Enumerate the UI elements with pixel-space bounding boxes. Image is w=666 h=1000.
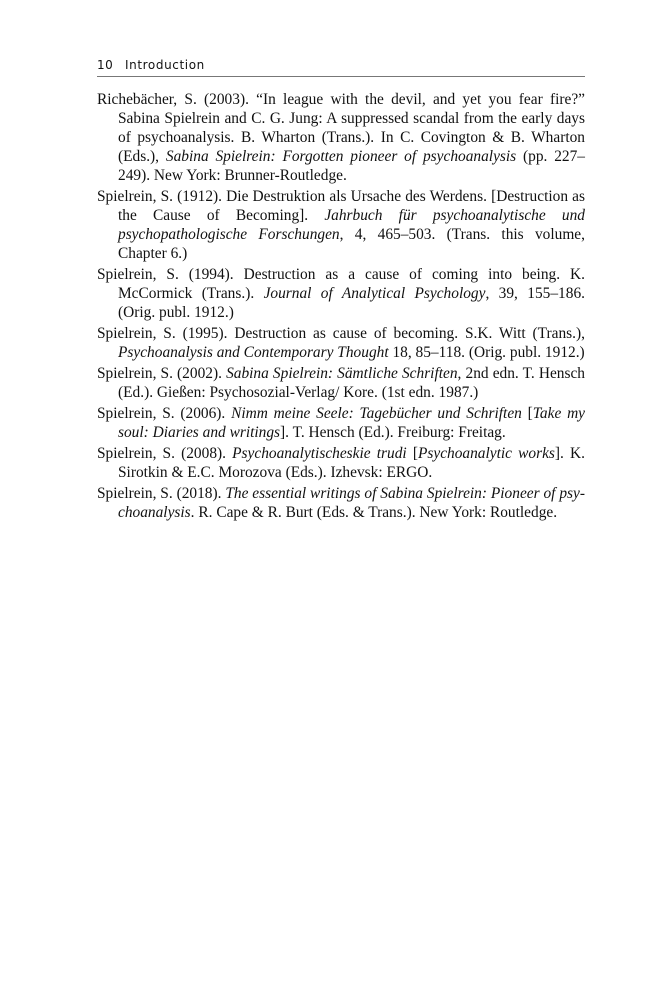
- reference-text: Spielrein, S. (2006).: [97, 405, 232, 422]
- reference-title-italic: Take my soul: Diaries and writings: [118, 405, 586, 441]
- reference-text: Richebächer, S. (2003). “In league with the devil, and yet you fear fire?” Sabina Spielrein and C. G. Jung: A suppressed scandal from the early days of psychoanalysis. B. Wharton (Trans.). In C. Covington & B. Wharton (Eds.),: [97, 91, 585, 165]
- reference-text: Spielrein, S. (1995). Destruction as cause of becoming. S.K. Witt (Trans.),: [97, 325, 585, 342]
- reference-entry: [97, 364, 585, 402]
- book-page: [97, 58, 585, 524]
- reference-title-italic: Nimm meine Seele: Tagebücher und Schriften: [231, 405, 522, 422]
- reference-title-italic: Jahrbuch für psychoanalytische und psychopathologische Forschungen: [118, 207, 585, 243]
- reference-text: [: [406, 445, 418, 462]
- reference-title-italic: Psychoanalytischeskie trudi: [232, 445, 407, 462]
- reference-entry: [97, 90, 585, 185]
- reference-entry: [97, 444, 585, 482]
- reference-text: , 2nd edn. T. Hensch (Ed.). Gießen: Psychosozial-Verlag/ Kore. (1st edn. 1987.): [118, 365, 586, 401]
- reference-text: ]. T. Hensch (Ed.). Freiburg: Freitag.: [280, 424, 506, 441]
- reference-text: 18, 85–118. (Orig. publ. 1912.): [388, 344, 585, 361]
- page-number: 10: [97, 58, 114, 72]
- reference-title-italic: The essential writings of Sabina Spielrein: Pioneer of psychoanalysis: [118, 485, 585, 521]
- reference-entry: [97, 404, 585, 442]
- reference-title-italic: Journal of Analytical Psychology: [263, 285, 486, 302]
- reference-text: , 39, 155–186. (Orig. publ. 1912.): [118, 285, 585, 321]
- reference-text: (pp. 227–249). New York: Brunner-Routledge.: [118, 148, 585, 184]
- reference-entry: [97, 187, 585, 263]
- reference-text: ]. K. Sirotkin & E.C. Morozova (Eds.). Izhevsk: ERGO.: [118, 445, 585, 481]
- reference-title-italic: Sabina Spielrein: Sämtliche Schriften: [226, 365, 458, 382]
- reference-text: [: [521, 405, 533, 422]
- reference-text: . R. Cape & R. Burt (Eds. & Trans.). New York: Routledge.: [190, 504, 558, 521]
- running-header: [97, 58, 585, 77]
- reference-entry: [97, 484, 585, 522]
- reference-title-italic: Sabina Spielrein: Forgotten pioneer of psychoanalysis: [165, 148, 517, 165]
- reference-text: Spielrein, S. (1912). Die Destruktion als Ursache des Werdens. [Destruction as the Cause of Becoming].: [97, 188, 585, 224]
- reference-text: Spielrein, S. (2002).: [97, 365, 227, 382]
- reference-entry: [97, 265, 585, 322]
- reference-text: Spielrein, S. (2018).: [97, 485, 226, 502]
- reference-text: Spielrein, S. (2008).: [97, 445, 233, 462]
- reference-text: Spielrein, S. (1994). Destruction as a cause of coming into being. K. McCormick (Trans.).: [97, 266, 585, 302]
- reference-entry: [97, 324, 585, 362]
- running-title: Introduction: [125, 58, 205, 72]
- reference-title-italic: Psychoanalytic works: [417, 445, 555, 462]
- reference-title-italic: Psychoanalysis and Contemporary Thought: [118, 344, 389, 361]
- reference-text: , 4, 465–503. (Trans. this volume, Chapter 6.): [118, 226, 585, 262]
- reference-list: [97, 90, 585, 522]
